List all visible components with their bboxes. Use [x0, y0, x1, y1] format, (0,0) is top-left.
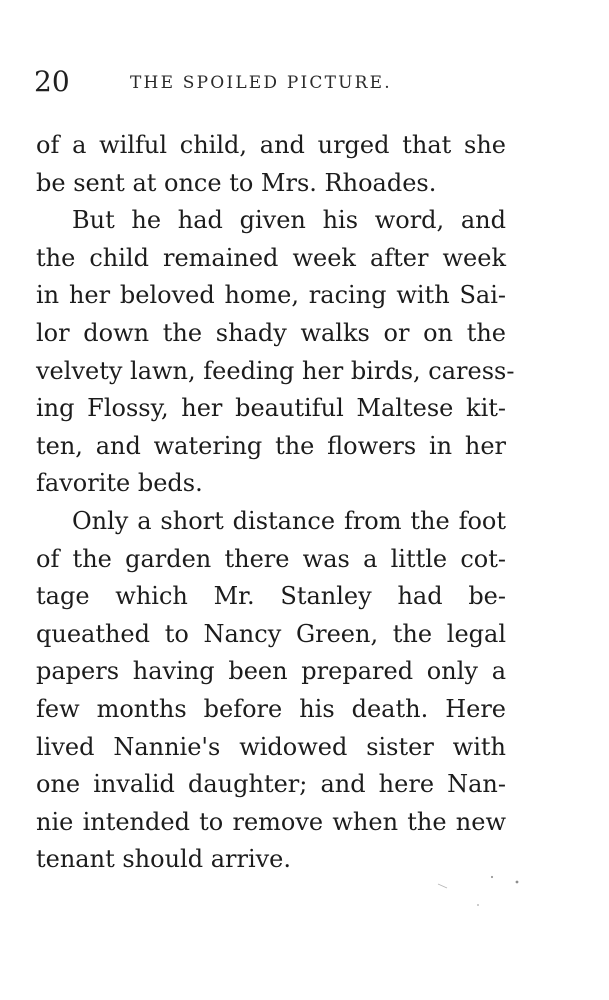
text-line: nie intended to remove when the new [36, 807, 506, 836]
text-line: velvety lawn, feeding her birds, caress- [36, 356, 515, 385]
text-line: of a wilful child, and urged that she [36, 131, 506, 159]
text-line: lor down the shady walks or on the [36, 318, 506, 347]
text-line: ing Flossy, her beautiful Maltese kit- [36, 394, 506, 423]
text-line: tage which Mr. Stanley had be- [36, 582, 506, 611]
text-line: of the garden there was a little cot- [36, 544, 506, 573]
paper-speck [491, 876, 493, 878]
running-title: THE SPOILED PICTURE. [130, 73, 392, 93]
text-line: few months before his death. Here [36, 694, 506, 723]
paper-speck [477, 904, 479, 906]
text-line: the child remained week after week [36, 243, 506, 272]
text-line: be sent at once to Mrs. Rhoades. [36, 168, 437, 197]
text-line: tenant should arrive. [36, 845, 292, 874]
paper-speck [438, 884, 447, 888]
text-line: one invalid daughter; and here Nan- [36, 770, 506, 799]
text-line: lived Nannie's widowed sister with [36, 732, 506, 761]
page-number: 20 [34, 65, 70, 98]
text-line: favorite beds. [36, 469, 203, 498]
text-line: Only a short distance from the foot [72, 506, 506, 535]
text-line: papers having been prepared only a [36, 657, 506, 686]
text-line: ten, and watering the flowers in her [36, 431, 506, 460]
paper-speck [516, 881, 519, 884]
text-line: queathed to Nancy Green, the legal [36, 619, 506, 648]
text-line: in her beloved home, racing with Sai- [36, 281, 506, 310]
text-line: But he had given his word, and [72, 206, 506, 235]
